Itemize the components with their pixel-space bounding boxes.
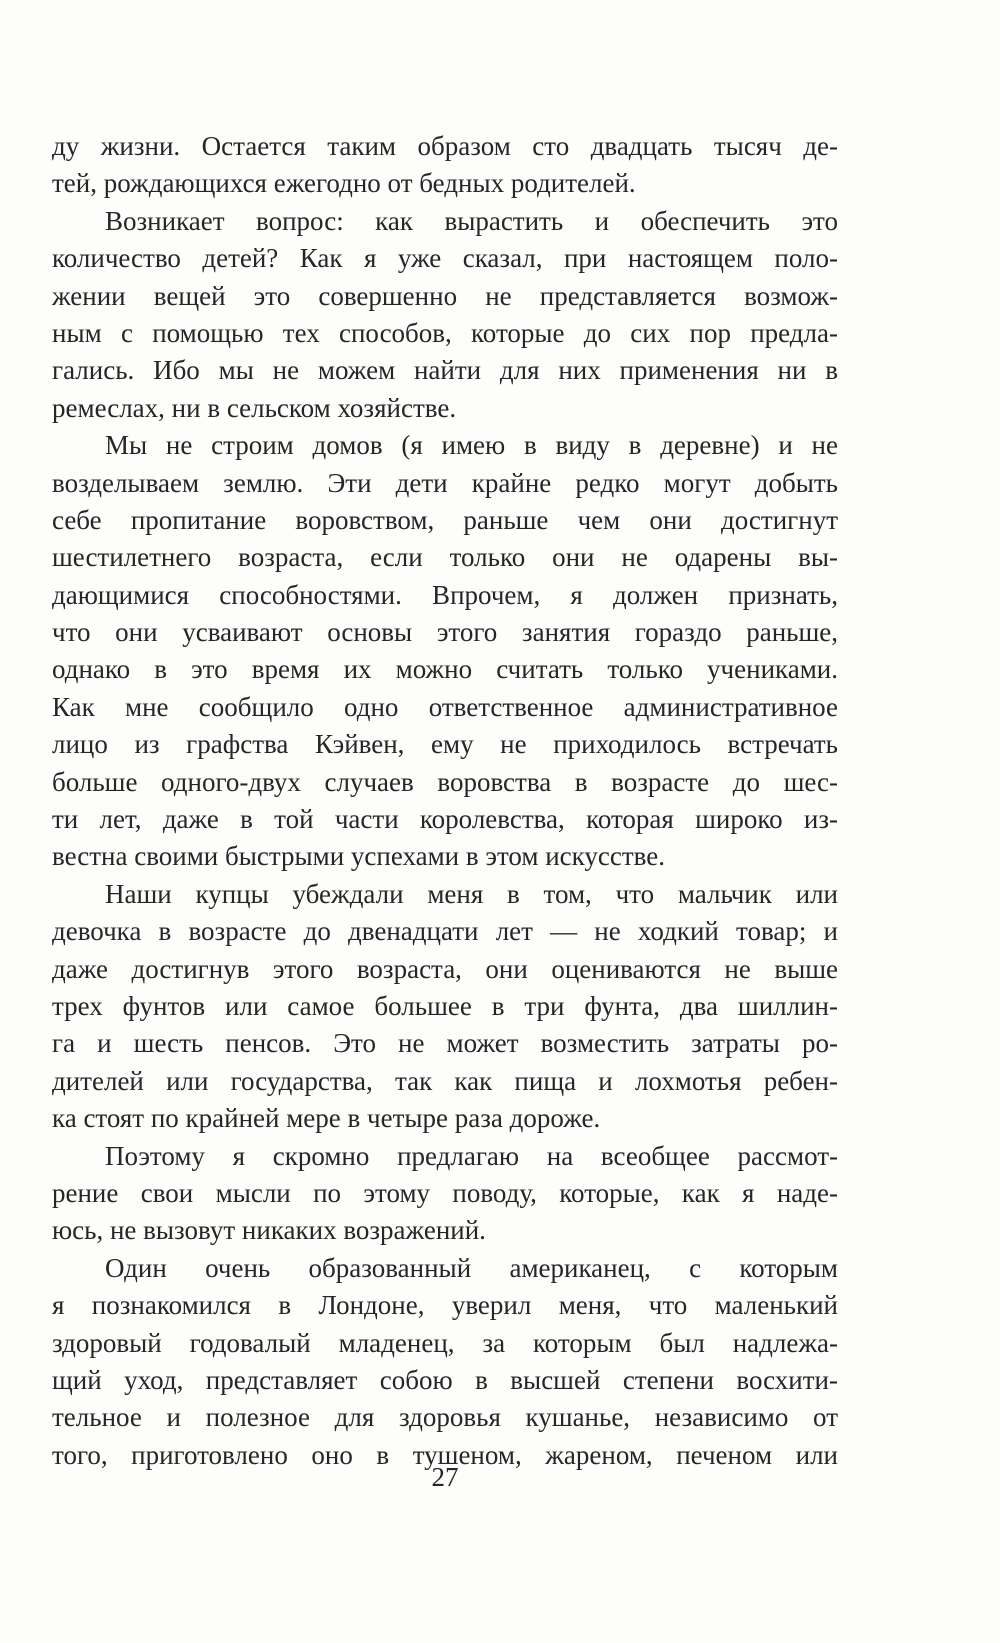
text-line: ным с помощью тех способов, которые до сих пор предла- xyxy=(52,317,838,348)
text-line: Один очень образованный американец, с которым xyxy=(105,1252,838,1283)
text-line: ка стоят по крайней мере в четыре раза дороже. xyxy=(52,1103,601,1134)
text-line: я познакомился в Лондоне, уверил меня, что маленький xyxy=(52,1290,838,1321)
text-line: здоровый годовалый младенец, за которым был надлежа- xyxy=(52,1327,838,1358)
text-line: однако в это время их можно считать только учениками. xyxy=(52,654,838,685)
text-line: ти лет, даже в той части королевства, которая широко из- xyxy=(52,804,838,835)
text-line: тей, рождающихся ежегодно от бедных родителей. xyxy=(52,168,636,199)
text-line: гались. Ибо мы не можем найти для них применения ни в xyxy=(52,355,838,386)
text-line: лицо из графства Кэйвен, ему не приходилось встречать xyxy=(52,729,838,760)
text-line: дителей или государства, так как пища и лохмотья ребен- xyxy=(52,1065,838,1096)
text-line: га и шесть пенсов. Это не может возместить затраты ро- xyxy=(52,1028,838,1059)
text-line: того, приготовлено оно в тушеном, жареном, печеном или xyxy=(52,1439,838,1470)
text-line: даже достигнув этого возраста, они оцениваются не выше xyxy=(52,953,838,984)
text-line: юсь, не вызовут никаких возражений. xyxy=(52,1215,486,1246)
text-line: тельное и полезное для здоровья кушанье, независимо от xyxy=(52,1402,838,1433)
text-line: ду жизни. Остается таким образом сто двадцать тысяч де- xyxy=(52,131,838,161)
text-line: что они усваивают основы этого занятия гораздо раньше, xyxy=(52,617,838,648)
text-line: шестилетнего возраста, если только они не одарены вы- xyxy=(52,542,838,573)
text-line: Как мне сообщило одно ответственное административное xyxy=(52,691,838,722)
text-line: вестна своими быстрыми успехами в этом искусстве. xyxy=(52,841,665,872)
text-line: Поэтому я скромно предлагаю на всеобщее рассмот- xyxy=(105,1140,838,1171)
text-line: Возникает вопрос: как вырастить и обеспечить это xyxy=(105,205,838,236)
text-line: количество детей? Как я уже сказал, при настоящем поло- xyxy=(52,243,838,274)
text-line: себе пропитание воровством, раньше чем они достигнут xyxy=(52,504,838,535)
text-line: ремеслах, ни в сельском хозяйстве. xyxy=(52,392,457,423)
text-line: щий уход, представляет собою в высшей степени восхити- xyxy=(52,1364,838,1395)
text-line: рение свои мысли по этому поводу, которые, как я наде- xyxy=(52,1177,838,1208)
text-line: девочка в возрасте до двенадцати лет — не ходкий товар; и xyxy=(52,916,838,947)
text-line: возделываем землю. Эти дети крайне редко могут добыть xyxy=(52,467,838,498)
text-line: жении вещей это совершенно не представляется возмож- xyxy=(52,280,838,311)
text-line: трех фунтов или самое большее в три фунта, два шиллин- xyxy=(52,990,838,1021)
text-line: Наши купцы убеждали меня в том, что мальчик или xyxy=(105,878,838,909)
body-text xyxy=(52,128,838,1474)
text-line: Мы не строим домов (я имею в виду в деревне) и не xyxy=(105,430,838,461)
text-line: дающимися способностями. Впрочем, я должен признать, xyxy=(52,579,838,610)
text-line: больше одного-двух случаев воровства в возрасте до шес- xyxy=(52,766,838,797)
page-number: 27 xyxy=(431,1462,459,1492)
